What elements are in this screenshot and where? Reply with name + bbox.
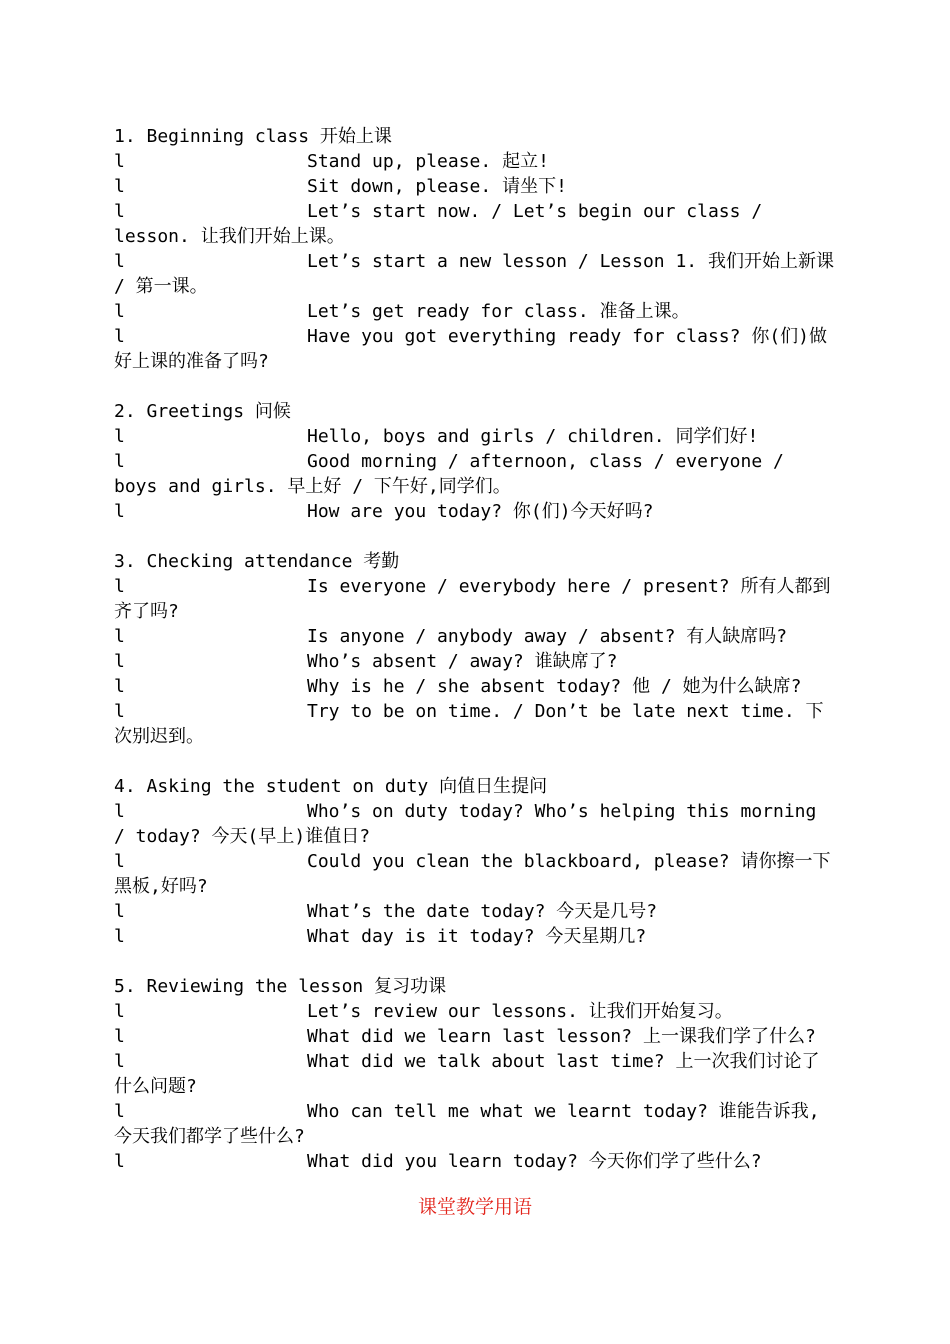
list-item [114, 999, 836, 1024]
list-item-text: What did we learn last lesson? 上一课我们学了什么? [307, 1026, 816, 1047]
list-item-text: What did we talk about last time? 上一次我们讨论了什么问题? [114, 1051, 820, 1097]
list-item-text: Have you got everything ready for class? 你(们)做好上课的准备了吗? [114, 326, 827, 372]
list-bullet: l [114, 651, 125, 672]
list-bullet: l [114, 926, 125, 947]
section-heading: 5. Reviewing the lesson 复习功课 [114, 976, 447, 997]
list-item [114, 324, 836, 374]
list-bullet: l [114, 326, 125, 347]
list-item-text: Who’s on duty today? Who’s helping this morning / today? 今天(早上)谁值日? [114, 801, 817, 847]
list-bullet: l [114, 501, 125, 522]
list-bullet: l [114, 301, 125, 322]
list-bullet: l [114, 576, 125, 597]
list-bullet: l [114, 801, 125, 822]
list-bullet: l [114, 176, 125, 197]
section [114, 974, 836, 1174]
list-item-text: How are you today? 你(们)今天好吗? [307, 501, 654, 522]
list-item-text: Let’s start a new lesson / Lesson 1. 我们开始上新课 / 第一课。 [114, 251, 834, 297]
list-item [114, 424, 836, 449]
list-item-text: Stand up, please. 起立! [307, 151, 549, 172]
list-item-text: Let’s get ready for class. 准备上课。 [307, 301, 690, 322]
list-item [114, 899, 836, 924]
list-item-text: Why is he / she absent today? 他 / 她为什么缺席? [307, 676, 802, 697]
list-item [114, 199, 836, 249]
list-item [114, 924, 836, 949]
list-bullet: l [114, 1051, 125, 1072]
list-item [114, 299, 836, 324]
list-item-text: What day is it today? 今天星期几? [307, 926, 647, 947]
section [114, 399, 836, 524]
list-item-text: Who can tell me what we learnt today? 谁能告诉我,今天我们都学了些什么? [114, 1101, 820, 1147]
section [114, 774, 836, 949]
list-bullet: l [114, 151, 125, 172]
list-item-text: Hello, boys and girls / children. 同学们好! [307, 426, 759, 447]
document-body [114, 124, 836, 1174]
list-item [114, 1024, 836, 1049]
list-item-text: What’s the date today? 今天是几号? [307, 901, 658, 922]
list-bullet: l [114, 1026, 125, 1047]
section [114, 549, 836, 749]
list-item [114, 1149, 836, 1174]
list-bullet: l [114, 901, 125, 922]
list-bullet: l [114, 676, 125, 697]
list-item [114, 624, 836, 649]
list-item-text: Could you clean the blackboard, please? 请你擦一下黑板,好吗? [114, 851, 831, 897]
list-item [114, 499, 836, 524]
list-item [114, 674, 836, 699]
list-item-text: Try to be on time. / Don’t be late next time. 下次别迟到。 [114, 701, 824, 747]
footer-title: 课堂教学用语 [417, 1196, 532, 1218]
list-item-text: Let’s start now. / Let’s begin our class / lesson. 让我们开始上课。 [114, 201, 763, 247]
list-item [114, 649, 836, 674]
list-item-text: Let’s review our lessons. 让我们开始复习。 [307, 1001, 733, 1022]
section [114, 124, 836, 374]
list-item [114, 174, 836, 199]
list-bullet: l [114, 701, 125, 722]
list-bullet: l [114, 1001, 125, 1022]
list-item [114, 699, 836, 749]
list-item-text: Sit down, please. 请坐下! [307, 176, 567, 197]
section-heading: 4. Asking the student on duty 向值日生提问 [114, 776, 548, 797]
list-bullet: l [114, 201, 125, 222]
list-bullet: l [114, 626, 125, 647]
list-item [114, 1049, 836, 1099]
list-item [114, 449, 836, 499]
list-item-text: Is anyone / anybody away / absent? 有人缺席吗? [307, 626, 788, 647]
list-item [114, 849, 836, 899]
list-bullet: l [114, 426, 125, 447]
list-item [114, 574, 836, 624]
list-item [114, 249, 836, 299]
list-bullet: l [114, 451, 125, 472]
list-item-text: Who’s absent / away? 谁缺席了? [307, 651, 618, 672]
list-bullet: l [114, 1101, 125, 1122]
list-item [114, 149, 836, 174]
section-heading: 2. Greetings 问候 [114, 401, 291, 422]
list-item [114, 799, 836, 849]
list-item-text: What did you learn today? 今天你们学了些什么? [307, 1151, 762, 1172]
list-bullet: l [114, 1151, 125, 1172]
list-item [114, 1099, 836, 1149]
list-bullet: l [114, 851, 125, 872]
list-bullet: l [114, 251, 125, 272]
section-heading: 3. Checking attendance 考勤 [114, 551, 400, 572]
list-item-text: Is everyone / everybody here / present? 所有人都到齐了吗? [114, 576, 831, 622]
section-heading: 1. Beginning class 开始上课 [114, 126, 392, 147]
list-item-text: Good morning / afternoon, class / everyone / boys and girls. 早上好 / 下午好,同学们。 [114, 451, 784, 497]
